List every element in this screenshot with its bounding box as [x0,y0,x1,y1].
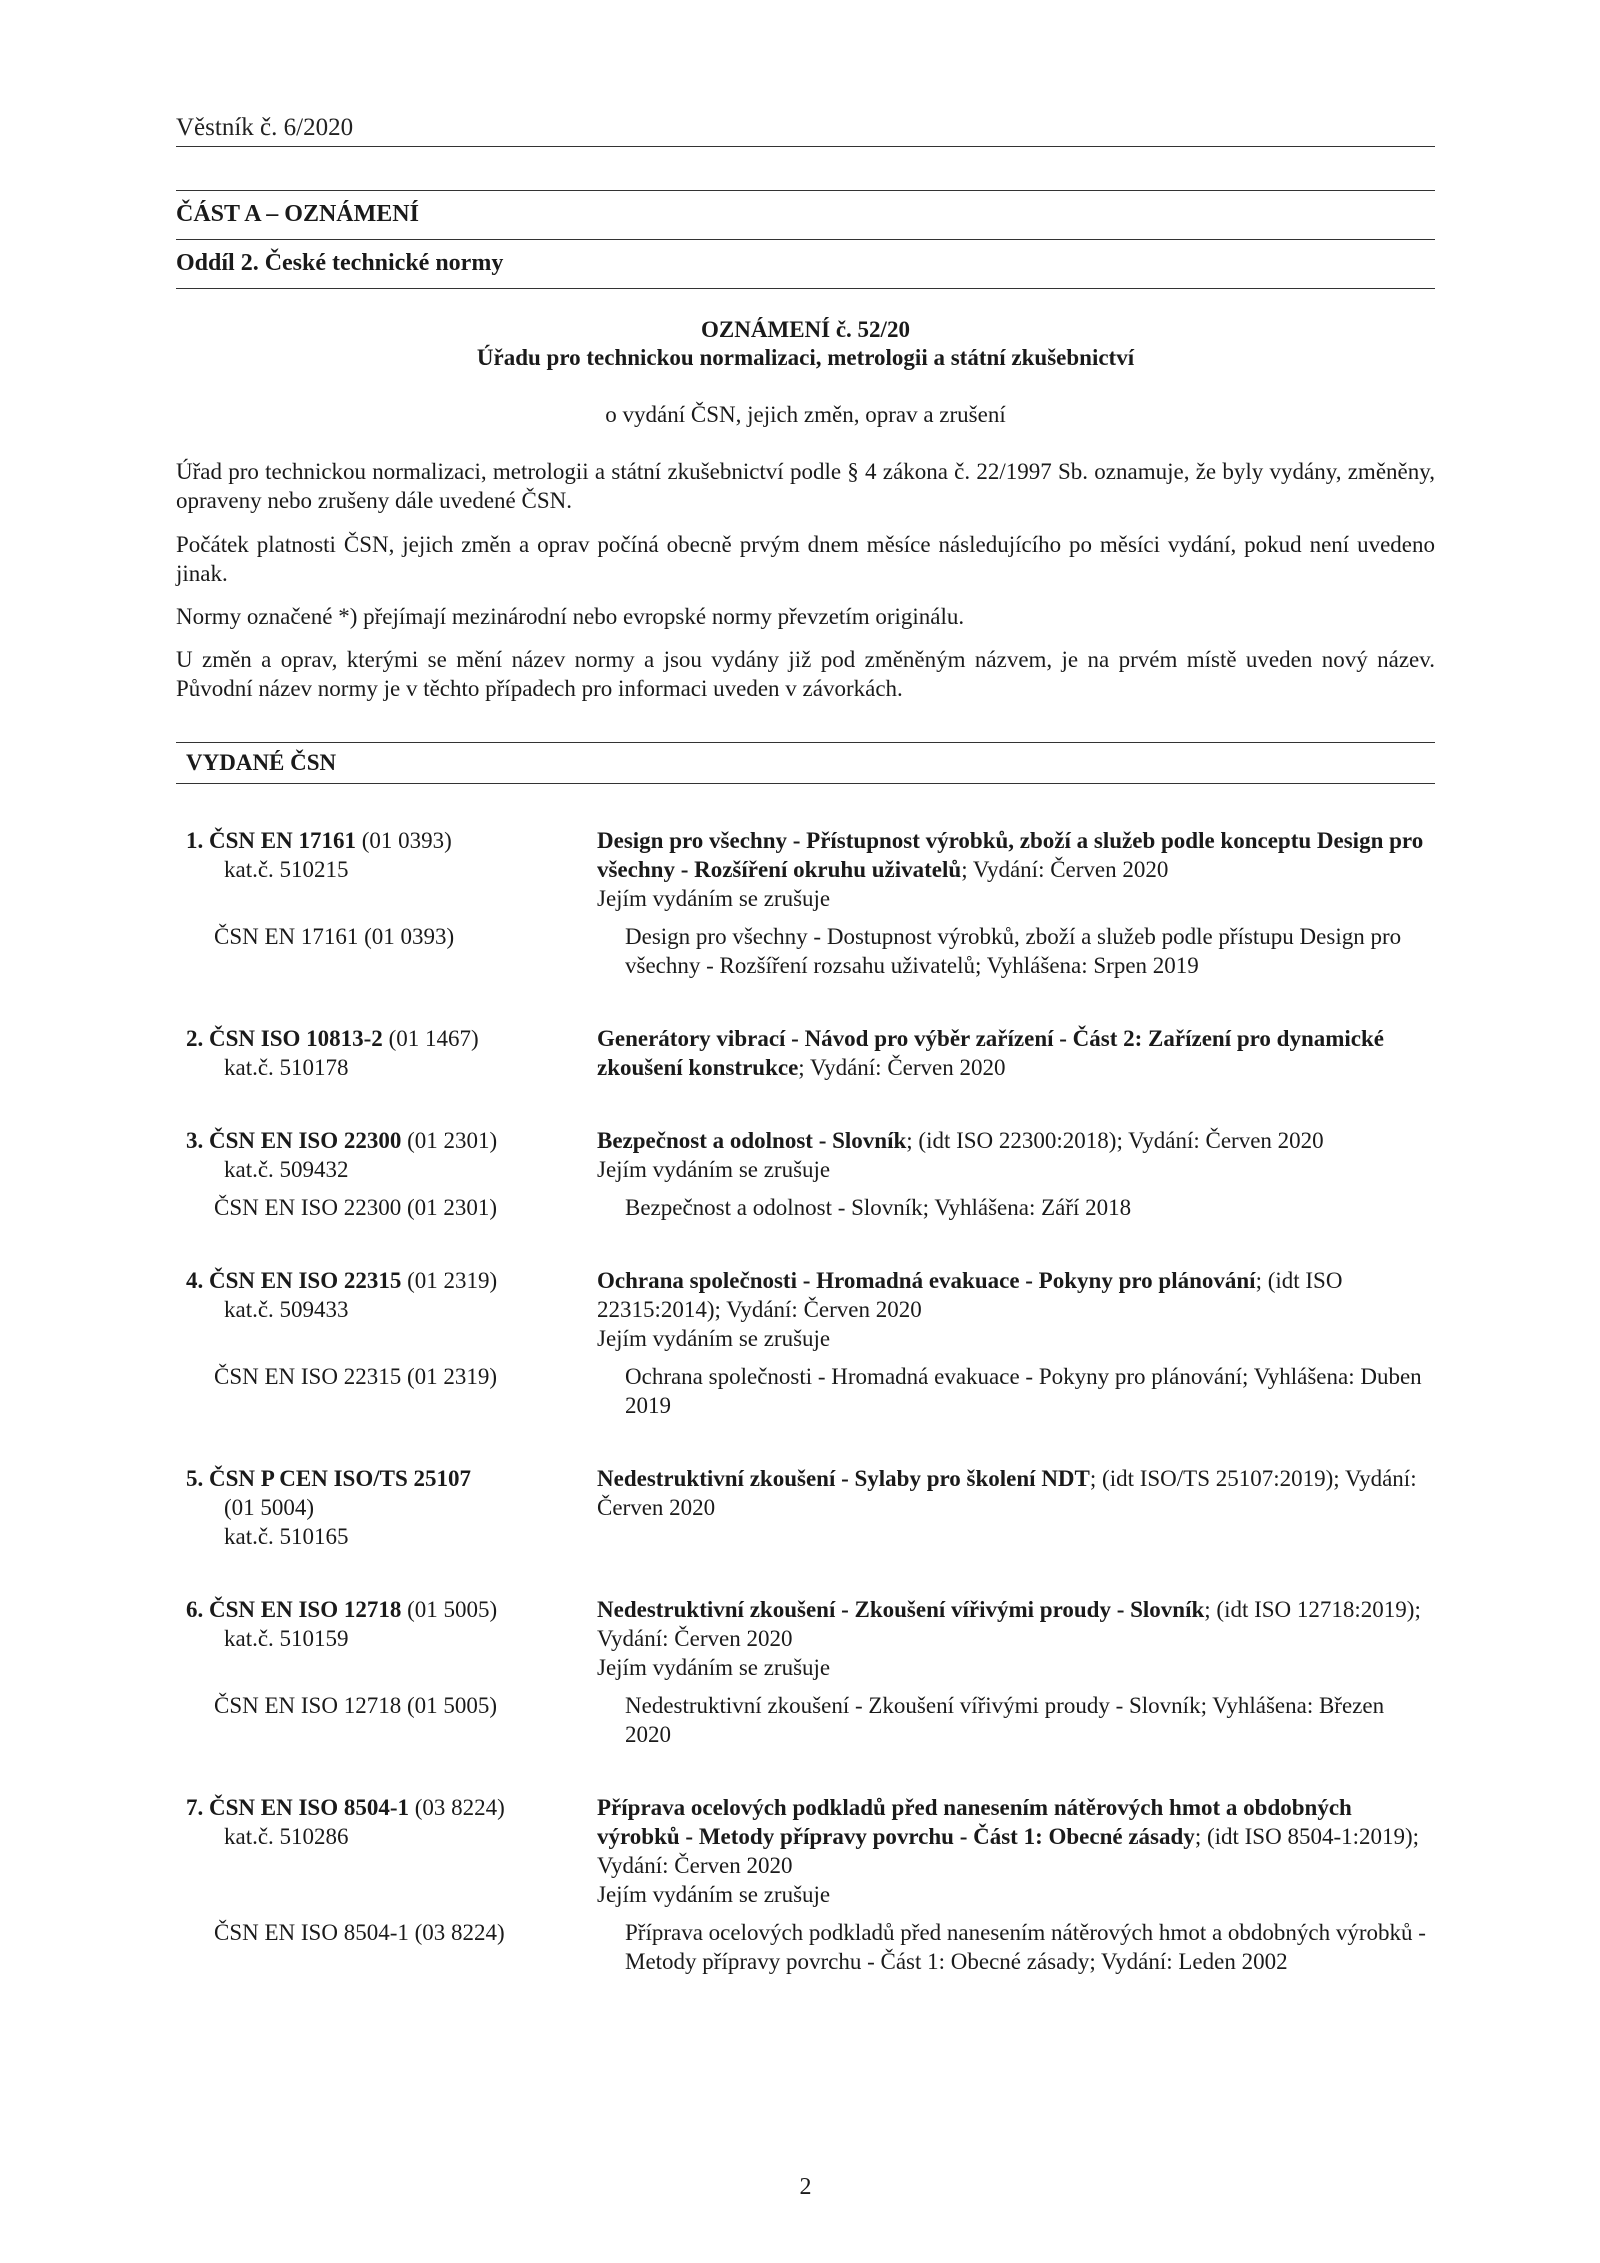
standard-code: ČSN P CEN ISO/TS 25107 [209,1466,472,1491]
replaced-standard-row [176,1691,1435,1749]
section-rule [176,288,1435,289]
vydane-heading: VYDANÉ ČSN [186,750,337,775]
standard-title: Nedestruktivní zkoušení - Sylaby pro školení NDT [597,1466,1090,1491]
standard-code: ČSN EN ISO 12718 [209,1597,402,1622]
replaced-code: ČSN EN ISO 22300 (01 2301) [214,1195,498,1220]
replaced-standard-row [176,1918,1435,1976]
entry-number: 4. [186,1268,204,1293]
standard-code: ČSN ISO 10813-2 [209,1026,383,1051]
standard-id [176,1793,597,1909]
replaces-note: Jejím vydáním se zrušuje [597,1882,831,1907]
part-rule-top [176,190,1435,191]
standard-id [176,826,597,913]
header-rule [176,146,1435,147]
replaces-note: Jejím vydáním se zrušuje [597,1655,831,1680]
standard-edition: ; (idt ISO 22300:2018); Vydání: Červen 2020 [906,1128,1324,1153]
replaced-code: ČSN EN ISO 22315 (01 2319) [214,1364,498,1389]
replaced-standard-row [176,922,1435,980]
section-title: Oddíl 2. České technické normy [176,250,504,276]
catalog-number: kat.č. 509433 [224,1297,349,1322]
catalog-number: kat.č. 510159 [224,1626,349,1651]
standard-entry [176,1266,1435,1420]
standard-title: Ochrana společnosti - Hromadná evakuace - Pokyny pro plánování [597,1268,1256,1293]
standard-code: ČSN EN ISO 8504-1 [209,1795,410,1820]
standard-row [176,1793,1435,1909]
standard-id [176,1595,597,1682]
intro-paragraph: U změn a oprav, kterými se mění název normy a jsou vydány již pod změněným názvem, je na prvém místě uveden nový název. Původní název normy je v těchto případech pro informaci uveden v závorkách. [176,647,1435,701]
catalog-number: kat.č. 510286 [224,1824,349,1849]
replaced-description: Příprava ocelových podkladů před nanesením nátěrových hmot a obdobných výrobků - Metody přípravy povrchu - Část 1: Obecné zásady; Vydání: Leden 2002 [625,1920,1426,1974]
replaced-description: Bezpečnost a odolnost - Slovník; Vyhlášena: Září 2018 [625,1195,1132,1220]
announcement-authority: Úřadu pro technickou normalizaci, metrologii a státní zkušebnictví [476,345,1135,370]
replaced-standard-row [176,1362,1435,1420]
standard-id [176,1024,597,1082]
standard-code: ČSN EN ISO 22315 [209,1268,402,1293]
standard-class: (01 2301) [401,1128,498,1153]
replaces-note: Jejím vydáním se zrušuje [597,1326,831,1351]
announcement-number: OZNÁMENÍ č. 52/20 [701,317,910,342]
replaced-description: Design pro všechny - Dostupnost výrobků, zboží a služeb podle přístupu Design pro všechny - Rozšíření rozsahu uživatelů; Vyhlášena: Srpen 2019 [625,924,1402,978]
standard-title: Design pro všechny - Přístupnost výrobků, zboží a služeb podle konceptu Design pro všechny - Rozšíření okruhu uživatelů [597,828,1424,882]
standard-code-line [186,1266,597,1295]
entry-number: 3. [186,1128,204,1153]
standard-title-line [597,1024,1435,1082]
entry-number: 2. [186,1026,204,1051]
replaced-description: Nedestruktivní zkoušení - Zkoušení vířivými proudy - Slovník; Vyhlášena: Březen 2020 [625,1693,1385,1747]
standard-code-line [186,1595,597,1624]
standard-row [176,1024,1435,1082]
standard-entry [176,1464,1435,1551]
standard-edition: ; (idt ISO 22315:2014); Vydání: Červen 2020 [597,1268,1343,1322]
replaces-note: Jejím vydáním se zrušuje [597,1157,831,1182]
standard-title: Příprava ocelových podkladů před nanesením nátěrových hmot a obdobných výrobků - Metody přípravy povrchu - Část 1: Obecné zásady [597,1795,1352,1849]
standard-description [597,1595,1435,1682]
standard-id [176,1266,597,1353]
standard-edition: ; Vydání: Červen 2020 [798,1055,1006,1080]
standard-title-line [597,1595,1435,1653]
replaced-standard-row [176,1193,1435,1222]
catalog-number: kat.č. 510165 [224,1524,349,1549]
standard-entry [176,1595,1435,1749]
standard-code: ČSN EN ISO 22300 [209,1128,402,1153]
standard-edition: ; (idt ISO 8504-1:2019); Vydání: Červen 2020 [597,1824,1420,1878]
entry-number: 1. [186,828,204,853]
standard-class: (01 5005) [401,1597,498,1622]
standard-title: Bezpečnost a odolnost - Slovník [597,1128,907,1153]
announcement-subject: o vydání ČSN, jejich změn, oprav a zrušení [605,402,1006,427]
intro-paragraph: Úřad pro technickou normalizaci, metrologii a státní zkušebnictví podle § 4 zákona č. 22/1997 Sb. oznamuje, že byly vydány, změněny, opraveny nebo zrušeny dále uvedené ČSN. [176,459,1435,513]
document-page [176,0,1435,2263]
standard-entry [176,1126,1435,1222]
standard-edition: ; (idt ISO/TS 25107:2019); Vydání: Červen 2020 [597,1466,1417,1520]
entry-number: 6. [186,1597,204,1622]
running-head: Věstník č. 6/2020 [176,114,354,141]
standard-entry [176,826,1435,980]
standard-entry [176,1024,1435,1082]
standard-class: (01 0393) [355,828,452,853]
standard-code-line [186,826,597,855]
standard-title: Generátory vibrací - Návod pro výběr zařízení - Část 2: Zařízení pro dynamické zkoušení konstrukce [597,1026,1385,1080]
entry-number: 5. [186,1466,204,1491]
standard-code-line [186,1126,597,1155]
standard-edition: ; (idt ISO 12718:2019); Vydání: Červen 2020 [597,1597,1421,1651]
vydane-rule-top [176,742,1435,743]
standard-row [176,1126,1435,1184]
standard-title-line [597,1266,1435,1324]
standard-class: (01 1467) [382,1026,479,1051]
page-number: 2 [799,2174,812,2200]
standard-row [176,826,1435,913]
standard-code: ČSN EN 17161 [209,828,356,853]
catalog-number: kat.č. 509432 [224,1157,349,1182]
standard-description [597,1266,1435,1353]
standard-title-line [597,826,1435,884]
intro-paragraph: Normy označené *) přejímají mezinárodní nebo evropské normy převzetím originálu. [176,604,965,629]
standard-row [176,1266,1435,1353]
vydane-rule-bottom [176,783,1435,784]
standard-class: (01 2319) [401,1268,498,1293]
standard-title: Nedestruktivní zkoušení - Zkoušení vířivými proudy - Slovník [597,1597,1205,1622]
part-rule-bottom [176,239,1435,240]
replaced-description: Ochrana společnosti - Hromadná evakuace - Pokyny pro plánování; Vyhlášena: Duben 2019 [625,1364,1422,1418]
replaces-note: Jejím vydáním se zrušuje [597,886,831,911]
standard-edition: ; Vydání: Červen 2020 [961,857,1169,882]
standard-id [176,1464,597,1551]
standard-id [176,1126,597,1184]
intro-paragraph: Počátek platnosti ČSN, jejich změn a oprav počíná obecně prvým dnem měsíce následujícího po měsíci vydání, pokud není uvedeno jinak. [176,532,1435,586]
replaced-code: ČSN EN ISO 12718 (01 5005) [214,1693,498,1718]
standard-class: (01 5004) [224,1495,315,1520]
standard-code-line [186,1024,597,1053]
standard-title-line [597,1793,1435,1880]
part-title: ČÁST A – OZNÁMENÍ [176,201,419,227]
standard-row [176,1464,1435,1551]
standard-code-line [186,1793,597,1822]
standard-description [597,1126,1435,1184]
entry-number: 7. [186,1795,204,1820]
catalog-number: kat.č. 510178 [224,1055,349,1080]
standard-code-line [186,1464,597,1493]
standard-description [597,826,1435,913]
standards-list [176,826,1435,2020]
standard-title-line [597,1464,1435,1522]
standard-row [176,1595,1435,1682]
standard-class: (03 8224) [409,1795,505,1820]
replaced-code: ČSN EN 17161 (01 0393) [214,924,455,949]
standard-title-line [597,1126,1435,1155]
standard-entry [176,1793,1435,1976]
standard-description [597,1464,1435,1551]
standard-description [597,1793,1435,1909]
replaced-code: ČSN EN ISO 8504-1 (03 8224) [214,1920,505,1945]
standard-description [597,1024,1435,1082]
catalog-number: kat.č. 510215 [224,857,349,882]
